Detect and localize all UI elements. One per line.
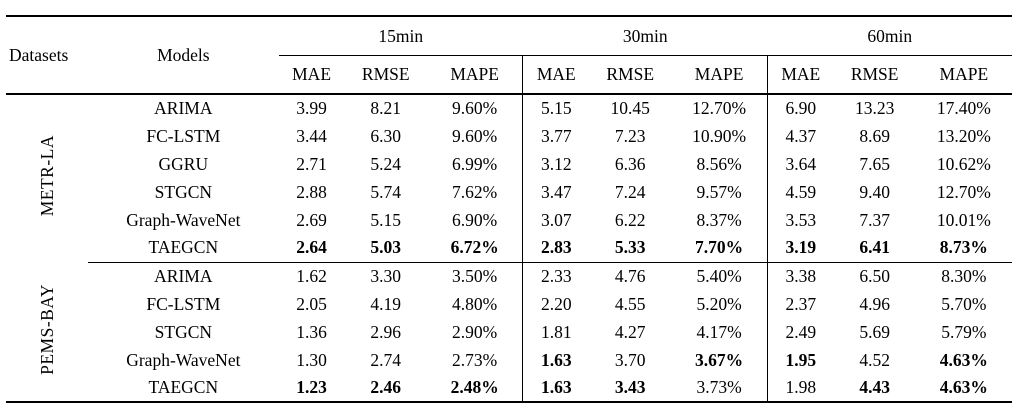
metric-value-cell: 3.07 xyxy=(523,206,589,234)
metric-value-cell: 3.50% xyxy=(452,265,498,286)
metric-value-cell: 10.45 xyxy=(610,98,650,118)
metric-value-cell: 2.20 xyxy=(523,290,589,318)
table-row xyxy=(6,206,1012,234)
table-row xyxy=(6,150,1012,178)
metric-value-cell: 1.36 xyxy=(296,321,327,342)
metric-value-cell: 7.70% xyxy=(671,234,767,262)
metric-header-mape: MAPE xyxy=(916,56,1012,95)
metric-value-cell: 2.88 xyxy=(296,181,327,202)
table-row xyxy=(6,318,1012,346)
metric-value-cell: 6.90 xyxy=(767,94,833,122)
metric-value-cell: 6.22 xyxy=(614,209,646,230)
metric-value-cell: 5.69 xyxy=(859,321,890,342)
metric-value-cell: 5.03 xyxy=(345,234,427,262)
metric-value-cell: 1.98 xyxy=(767,374,833,402)
metric-value-cell: 1.63 xyxy=(523,346,589,374)
metric-value-cell: 8.37% xyxy=(696,209,742,230)
table-header xyxy=(6,16,1012,94)
metric-value-cell: 3.67% xyxy=(695,349,744,370)
metric-value-cell: 13.23 xyxy=(854,98,895,118)
metric-value-cell: 10.90% xyxy=(692,125,747,146)
table-row xyxy=(6,346,1012,374)
metric-value-cell: 9.60% xyxy=(452,98,498,118)
metric-header-rmse: RMSE xyxy=(589,56,671,95)
metric-value-cell: 4.63% xyxy=(939,349,988,370)
metric-value-cell: 1.62 xyxy=(296,265,327,286)
model-name-cell: STGCN xyxy=(154,181,213,202)
table-row xyxy=(6,94,1012,122)
metric-value-cell: 3.43 xyxy=(614,377,646,397)
metric-value-cell: 5.20% xyxy=(696,293,742,314)
metric-value-cell: 6.99% xyxy=(452,153,498,174)
metric-value-cell: 3.12 xyxy=(523,150,589,178)
table-body xyxy=(6,94,1012,402)
metric-value-cell: 7.62% xyxy=(452,181,498,202)
metric-value-cell: 1.63 xyxy=(523,374,589,402)
model-name-cell: Graph-WaveNet xyxy=(126,209,241,230)
metric-value-cell: 1.23 xyxy=(296,377,327,397)
metric-value-cell: 3.64 xyxy=(767,150,833,178)
metric-value-cell: 2.69 xyxy=(296,209,327,230)
metric-value-cell: 6.41 xyxy=(834,234,916,262)
metric-value-cell: 4.76 xyxy=(614,265,646,286)
dataset-cell xyxy=(6,262,88,402)
metric-value-cell: 6.36 xyxy=(614,153,646,174)
model-name-cell: TAEGCN xyxy=(148,377,219,397)
metric-value-cell: 1.30 xyxy=(296,349,327,370)
metric-value-cell: 8.69 xyxy=(859,125,890,146)
metric-value-cell: 3.38 xyxy=(767,262,833,290)
metric-value-cell: 3.73% xyxy=(696,377,742,397)
metric-value-cell: 12.70% xyxy=(692,98,747,118)
metric-value-cell: 5.74 xyxy=(370,181,402,202)
metric-value-cell: 2.48% xyxy=(450,377,499,397)
metric-value-cell: 3.44 xyxy=(296,125,327,146)
metric-value-cell: 4.27 xyxy=(614,321,646,342)
metric-value-cell: 4.63% xyxy=(939,377,988,397)
metric-value-cell: 2.64 xyxy=(279,234,345,262)
metric-value-cell: 5.24 xyxy=(370,153,402,174)
metric-value-cell: 3.53 xyxy=(767,206,833,234)
model-name-cell: ARIMA xyxy=(154,98,213,118)
metric-header-mae: MAE xyxy=(767,56,833,95)
model-name-cell: Graph-WaveNet xyxy=(126,349,241,370)
table-row xyxy=(6,122,1012,150)
models-column-header: Models xyxy=(88,16,278,94)
metric-value-cell: 2.37 xyxy=(767,290,833,318)
metric-value-cell: 2.71 xyxy=(296,153,327,174)
header-group-row xyxy=(6,16,1012,56)
metric-value-cell: 8.21 xyxy=(370,98,402,118)
metric-value-cell: 2.74 xyxy=(370,349,402,370)
metric-value-cell: 12.70% xyxy=(936,181,991,202)
metric-header-mae: MAE xyxy=(279,56,345,95)
table-row xyxy=(6,374,1012,402)
metric-value-cell: 2.33 xyxy=(523,262,589,290)
metric-value-cell: 17.40% xyxy=(936,98,991,118)
metric-value-cell: 7.37 xyxy=(859,209,890,230)
metric-value-cell: 9.60% xyxy=(452,125,498,146)
metric-value-cell: 4.96 xyxy=(859,293,890,314)
metric-value-cell: 7.23 xyxy=(614,125,646,146)
model-name-cell: ARIMA xyxy=(154,265,213,286)
metric-value-cell: 2.73% xyxy=(452,349,498,370)
table-row xyxy=(6,234,1012,262)
metric-value-cell: 2.90% xyxy=(452,321,498,342)
table-row xyxy=(6,290,1012,318)
metric-value-cell: 4.55 xyxy=(614,293,646,314)
metric-header-rmse: RMSE xyxy=(345,56,427,95)
model-name-cell: GGRU xyxy=(158,153,209,174)
metric-value-cell: 5.40% xyxy=(696,265,742,286)
metric-value-cell: 4.80% xyxy=(452,293,498,314)
metric-value-cell: 2.46 xyxy=(370,377,402,397)
datasets-column-header: Datasets xyxy=(6,16,88,94)
metric-header-mae: MAE xyxy=(523,56,589,95)
horizon-header-60min: 60min xyxy=(767,16,1012,56)
metric-value-cell: 2.83 xyxy=(523,234,589,262)
metric-header-mape: MAPE xyxy=(671,56,767,95)
horizon-header-30min: 30min xyxy=(523,16,767,56)
metric-value-cell: 3.47 xyxy=(523,178,589,206)
metric-header-mape: MAPE xyxy=(427,56,523,95)
metric-value-cell: 5.70% xyxy=(941,293,987,314)
metric-value-cell: 6.50 xyxy=(859,265,890,286)
metric-value-cell: 4.19 xyxy=(370,293,402,314)
metric-value-cell: 7.65 xyxy=(859,153,890,174)
metric-value-cell: 8.73% xyxy=(916,234,1012,262)
model-name-cell: FC-LSTM xyxy=(146,293,221,314)
metric-value-cell: 4.37 xyxy=(767,122,833,150)
metric-value-cell: 4.52 xyxy=(859,349,890,370)
table-row xyxy=(6,262,1012,290)
model-name-cell: STGCN xyxy=(154,321,213,342)
metric-value-cell: 4.59 xyxy=(767,178,833,206)
metric-value-cell: 2.49 xyxy=(767,318,833,346)
metric-value-cell: 8.56% xyxy=(696,153,742,174)
metric-value-cell: 9.40 xyxy=(859,181,890,202)
metric-value-cell: 5.15 xyxy=(370,209,402,230)
metric-value-cell: 3.30 xyxy=(370,265,402,286)
metric-value-cell: 5.79% xyxy=(941,321,987,342)
metric-value-cell: 13.20% xyxy=(936,125,991,146)
metric-value-cell: 1.81 xyxy=(523,318,589,346)
dataset-cell xyxy=(6,94,88,262)
metric-value-cell: 10.01% xyxy=(936,209,991,230)
metric-value-cell: 8.30% xyxy=(941,265,987,286)
metric-value-cell: 3.70 xyxy=(614,349,646,370)
table-row xyxy=(6,178,1012,206)
metric-value-cell: 3.77 xyxy=(523,122,589,150)
horizon-header-15min: 15min xyxy=(279,16,523,56)
metric-value-cell: 2.96 xyxy=(370,321,402,342)
metric-value-cell: 7.24 xyxy=(614,181,646,202)
results-table xyxy=(6,15,1012,403)
metric-value-cell: 4.43 xyxy=(859,377,890,397)
metric-value-cell: 2.05 xyxy=(296,293,327,314)
metric-value-cell: 6.72% xyxy=(427,234,523,262)
metric-value-cell: 3.99 xyxy=(296,98,327,118)
metric-value-cell: 4.17% xyxy=(696,321,742,342)
model-name-cell: FC-LSTM xyxy=(146,125,221,146)
metric-value-cell: 5.33 xyxy=(589,234,671,262)
metric-value-cell: 9.57% xyxy=(696,181,742,202)
metric-value-cell: 6.30 xyxy=(370,125,402,146)
dataset-label: PEMS-BAY xyxy=(36,283,57,375)
metric-value-cell: 1.95 xyxy=(767,346,833,374)
metric-value-cell: 3.19 xyxy=(767,234,833,262)
metric-value-cell: 5.15 xyxy=(523,94,589,122)
dataset-label: METR-LA xyxy=(36,135,57,217)
metric-value-cell: 10.62% xyxy=(936,153,991,174)
metric-header-rmse: RMSE xyxy=(834,56,916,95)
model-name-cell: TAEGCN xyxy=(88,234,278,262)
metric-value-cell: 6.90% xyxy=(452,209,498,230)
